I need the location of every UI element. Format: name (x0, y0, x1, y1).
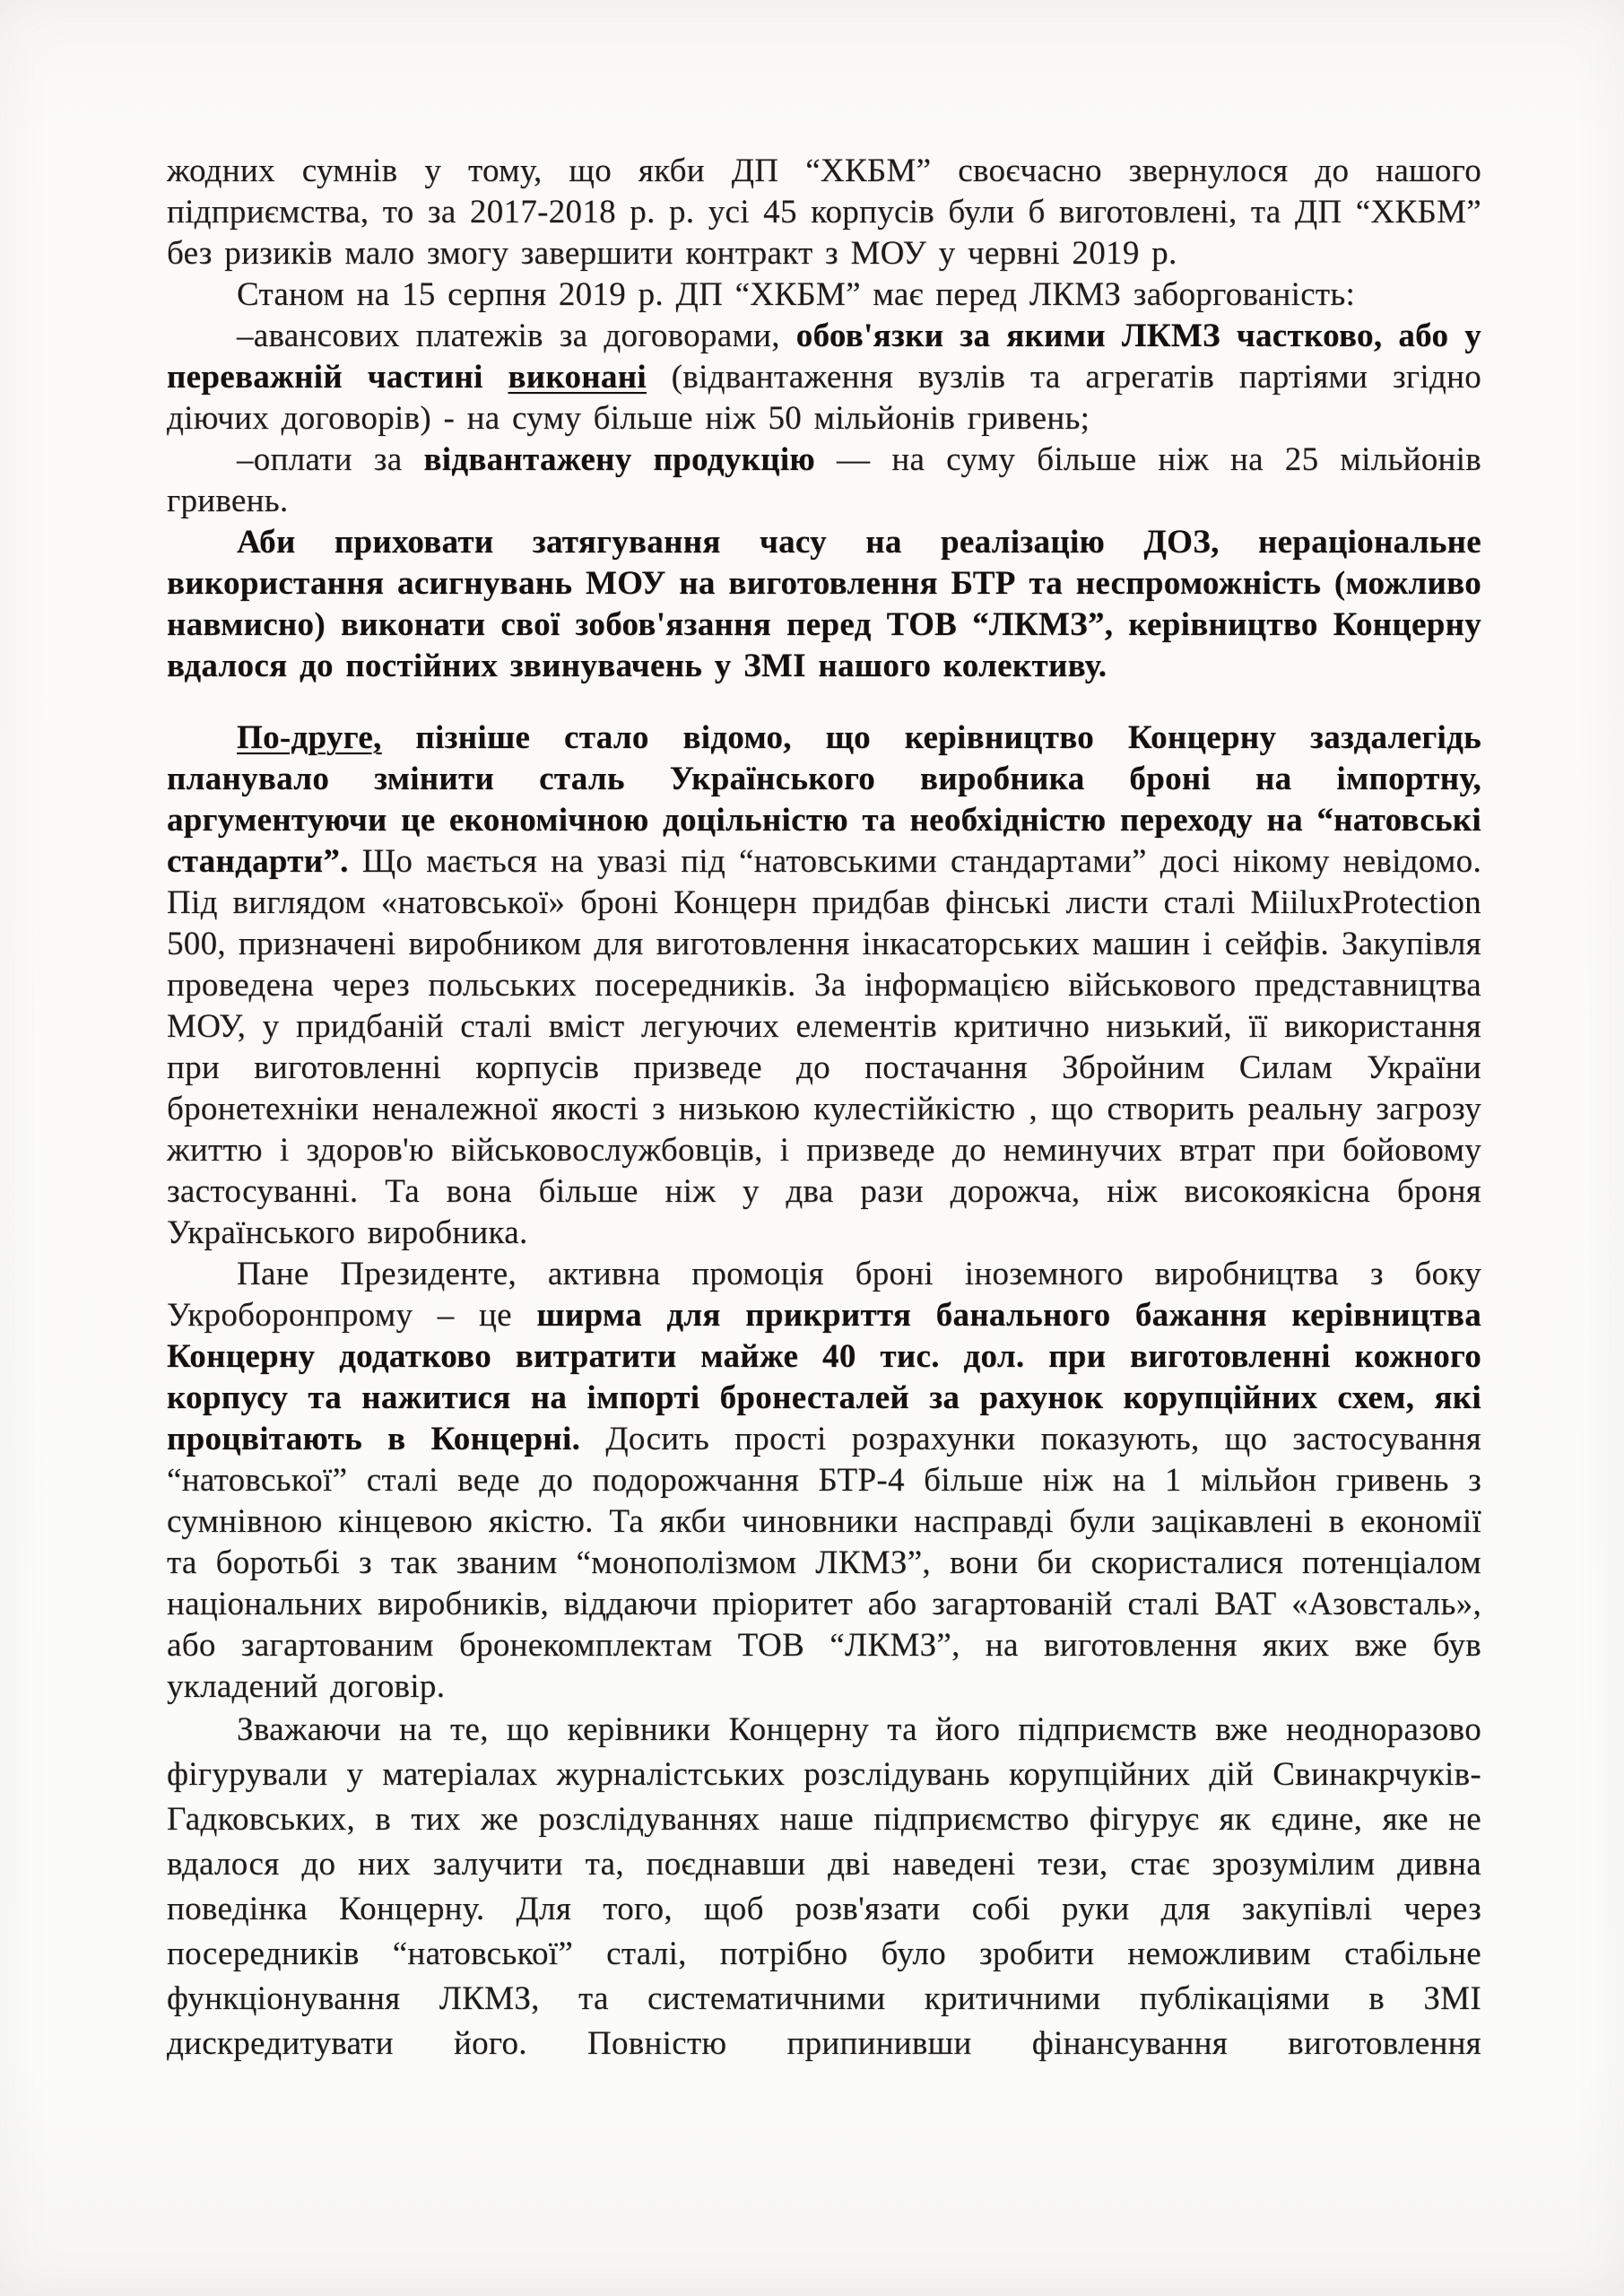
text-segment: Досить прості розрахунки показують, що застосування “натовської” сталі веде до подорожчання БТР-4 більше ніж на 1 мільйон гривень з сумнівною кінцевою якістю. Та якби чиновники насправді були зацікавлені в економії та боротьбі з так званим “монополізмом ЛКМЗ”, вони би скористалися потенціалом національних виробників, віддаючи пріоритет або загартованій сталі ВАТ «Азовсталь», або загартованим бронекомплектам ТОВ “ЛКМЗ”, на виготовлення яких вже був укладений договір. (167, 1421, 1481, 1705)
text-segment: обов'язки за якими ЛКМЗ частково, або у переважній частині (167, 317, 1481, 396)
paragraph-5 (167, 522, 1481, 687)
text-segment: –авансових платежів за договорами, (237, 317, 796, 354)
text-segment: відвантажену продукцію (423, 441, 816, 478)
text-segment: Що мається на увазі під “натовськими стандартами” досі нікому невідомо. Під виглядом «натовської» броні Концерн придбав фінські листи сталі MiiluxProtection 500, призначені виробником для виготовлення інкасаторських машин і сейфів. Закупівля проведена через польських посередників. За інформацією військового представництва МОУ, у придбаній сталі вміст легуючих елементів критично низький, її використання при виготовленні корпусів призведе до постачання Збройним Силам України бронетехніки неналежної якості з низькою кулестійкістю , що створить реальну загрозу життю і здоров'ю військовослужбовців, і призведе до неминучих втрат при бойовому застосуванні. Та вона більше ніж у два рази дорожча, ніж високоякісна броня Українського виробника. (167, 843, 1481, 1251)
paragraph-7 (167, 1254, 1481, 1708)
paragraph-1 (167, 151, 1481, 274)
text-segment: Аби приховати затягування часу на реалізацію ДОЗ, нераціональне використання асигнувань МОУ на виготовлення БТР та неспроможність (можливо навмисно) виконати свої зобов'язання перед ТОВ “ЛКМЗ”, керівництво Концерну вдалося до постійних звинувачень у ЗМІ нашого колективу. (167, 524, 1481, 684)
text-segment: –оплати за (237, 441, 424, 478)
text-segment: виконані (508, 359, 647, 396)
paragraph-2 (167, 274, 1481, 316)
text-segment: Станом на 15 серпня 2019 р. ДП “ХКБМ” має перед ЛКМЗ заборгованість: (237, 276, 1356, 313)
document-text (167, 151, 1481, 2066)
text-segment: пізніше стало відомо, що керівництво Концерну заздалегідь планувало змінити сталь Українського виробника броні на імпортну, аргументуючи це економічною доцільністю та необхідністю переходу на “натовські стандарти”. (167, 719, 1481, 880)
paragraph-3 (167, 316, 1481, 439)
text-segment: Зважаючи на те, що керівники Концерну та його підприємств вже неодноразово фігурували у матеріалах журналістських розслідувань корупційних дій Свинакрчуків-Гадковських, в тих же розслідуваннях наше підприємство фігурує як єдине, яке не вдалося до них залучити та, поєднавши дві наведені тези, стає зрозумілим дивна поведінка Концерну. Для того, щоб розв'язати собі руки для закупівлі через посередників “натовської” сталі, потрібно було зробити неможливим стабільне функціонування ЛКМЗ, та систематичними критичними публікаціями в ЗМІ дискредитувати його. Повністю припинивши фінансування виготовлення (167, 1711, 1481, 2062)
text-segment: жодних сумнів у тому, що якби ДП “ХКБМ” своєчасно звернулося до нашого підприємства, то за 2017-2018 р. р. усі 45 корпусів були б виготовлені, та ДП “ХКБМ” без ризиків мало змогу завершити контракт з МОУ у червні 2019 р. (167, 152, 1481, 272)
text-segment: Пане Президенте, активна промоція броні іноземного виробництва з боку Укроборонпрому – це (167, 1256, 1481, 1334)
text-segment: — на суму більше ніж на 25 мільйонів гривень. (167, 441, 1481, 519)
paragraph-6 (167, 718, 1481, 1254)
text-segment: По-друге, (237, 719, 382, 756)
text-segment: ширма для прикриття банального бажання керівництва Концерну додатково витратити майже 40 тис. дол. при виготовленні кожного корпусу та нажитися на імпорті бронесталей за рахунок корупційних схем, які процвітають в Концерні. (167, 1297, 1482, 1457)
paragraph-8 (167, 1708, 1481, 2066)
text-segment: (відвантаження вузлів та агрегатів партіями згідно діючих договорів) - на суму більше ніж 50 мільйонів гривень; (167, 359, 1481, 437)
paragraph-4 (167, 439, 1481, 522)
